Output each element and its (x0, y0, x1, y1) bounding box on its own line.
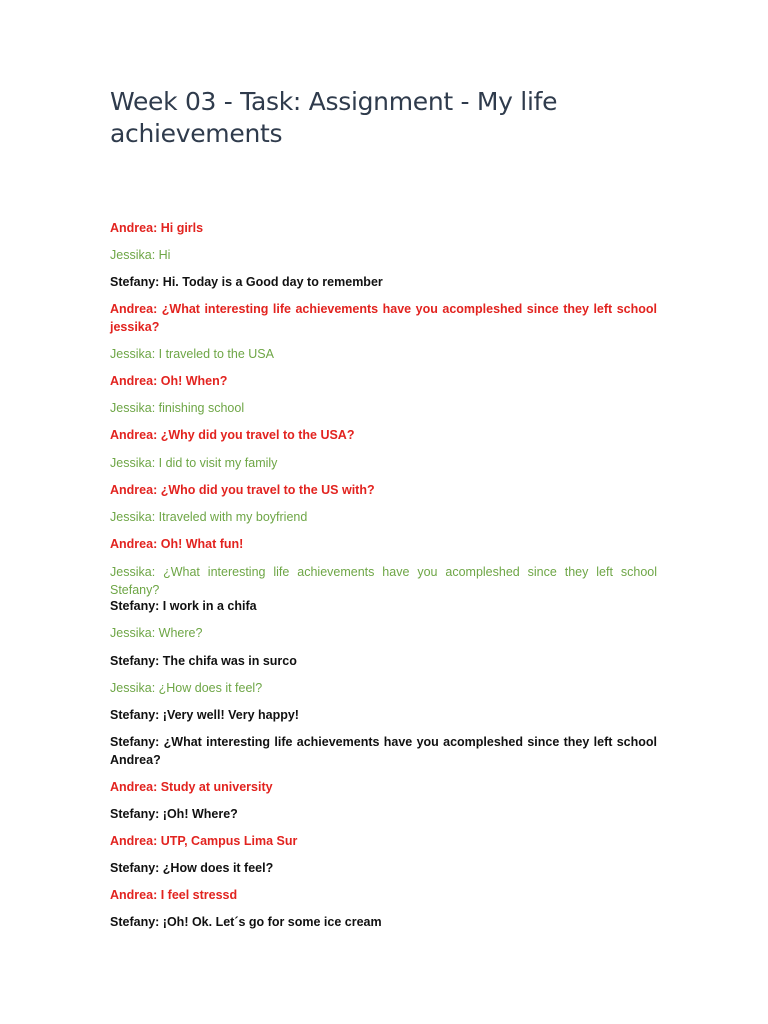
message-text: ¿What interesting life achievements have you acompleshed since they left school Andrea? (110, 735, 658, 767)
speaker-separator: : (153, 302, 162, 316)
dialogue-line (110, 597, 657, 615)
message-text: ¡Very well! Very happy! (162, 708, 299, 722)
dialogue-line (110, 624, 657, 642)
message-text: I traveled to the USA (158, 347, 274, 361)
speaker-name: Andrea (110, 780, 154, 794)
speaker-name: Stefany (110, 915, 156, 929)
speaker-separator: : (151, 681, 159, 695)
speaker-name: Jessika (110, 565, 152, 579)
speaker-name: Jessika (110, 347, 152, 361)
message-text: Oh! What fun! (160, 537, 244, 551)
speaker-name: Stefany (110, 708, 156, 722)
speaker-separator: : (155, 275, 163, 289)
speaker-separator: : (153, 834, 161, 848)
speaker-name: Andrea (110, 374, 154, 388)
dialogue-line (110, 481, 657, 499)
message-text: I did to visit my family (158, 456, 278, 470)
speaker-separator: : (151, 565, 164, 579)
speaker-separator: : (151, 456, 159, 470)
dialogue-line (110, 706, 657, 724)
speaker-separator: : (151, 626, 159, 640)
message-text: ¿Who did you travel to the US with? (160, 483, 375, 497)
dialogue-line (110, 886, 657, 904)
dialogue-line (110, 246, 657, 264)
message-text: ¡Oh! Ok. Let´s go for some ice cream (162, 915, 382, 929)
speaker-separator: : (151, 510, 159, 524)
speaker-name: Jessika (110, 401, 152, 415)
speaker-separator: : (151, 401, 159, 415)
dialogue-line (110, 733, 657, 769)
message-text: Itraveled with my boyfriend (158, 510, 308, 524)
speaker-name: Andrea (110, 221, 154, 235)
dialogue-line (110, 778, 657, 796)
dialogue-line (110, 652, 657, 670)
speaker-separator: : (155, 807, 163, 821)
dialogue-line (110, 832, 657, 850)
dialogue-line (110, 535, 657, 553)
speaker-separator: : (155, 735, 164, 749)
dialogue-line (110, 454, 657, 472)
speaker-name: Stefany (110, 599, 156, 613)
dialogue-line (110, 508, 657, 526)
speaker-separator: : (155, 654, 163, 668)
speaker-name: Andrea (110, 302, 154, 316)
message-text: ¿How does it feel? (162, 861, 274, 875)
dialogue-line (110, 345, 657, 363)
speaker-separator: : (153, 221, 161, 235)
speaker-separator: : (155, 708, 163, 722)
speaker-name: Jessika (110, 626, 152, 640)
message-text: ¿What interesting life achievements have you acompleshed since they left school jessika? (110, 302, 658, 334)
message-text: ¿Why did you travel to the USA? (160, 428, 355, 442)
message-text: Hi (158, 248, 171, 262)
dialogue-line (110, 859, 657, 877)
speaker-separator: : (153, 483, 161, 497)
speaker-name: Stefany (110, 275, 156, 289)
message-text: Hi girls (160, 221, 204, 235)
message-text: I feel stressd (160, 888, 238, 902)
speaker-separator: : (153, 780, 161, 794)
speaker-name: Andrea (110, 537, 154, 551)
dialogue-line (110, 399, 657, 417)
message-text: ¿How does it feel? (158, 681, 263, 695)
page-title: Week 03 - Task: Assignment - My life achievements (110, 87, 558, 148)
message-text: finishing school (158, 401, 245, 415)
speaker-separator: : (153, 374, 161, 388)
message-text: The chifa was in surco (162, 654, 297, 668)
dialogue-line (110, 372, 657, 390)
speaker-name: Stefany (110, 735, 156, 749)
speaker-name: Jessika (110, 510, 152, 524)
dialogue-line (110, 300, 657, 336)
dialogue-line (110, 219, 657, 237)
speaker-name: Andrea (110, 483, 154, 497)
speaker-separator: : (155, 915, 163, 929)
speaker-name: Jessika (110, 248, 152, 262)
speaker-separator: : (151, 248, 159, 262)
message-text: Hi. Today is a Good day to remember (162, 275, 383, 289)
message-text: ¡Oh! Where? (162, 807, 238, 821)
speaker-separator: : (153, 888, 161, 902)
speaker-name: Jessika (110, 681, 152, 695)
message-text: I work in a chifa (162, 599, 257, 613)
speaker-name: Stefany (110, 807, 156, 821)
dialogue-line (110, 426, 657, 444)
message-text: UTP, Campus Lima Sur (160, 834, 298, 848)
speaker-separator: : (153, 428, 161, 442)
speaker-name: Stefany (110, 654, 156, 668)
dialogue-line (110, 273, 657, 291)
speaker-separator: : (155, 861, 163, 875)
speaker-name: Stefany (110, 861, 156, 875)
speaker-separator: : (155, 599, 163, 613)
speaker-name: Andrea (110, 888, 154, 902)
speaker-name: Andrea (110, 428, 154, 442)
speaker-separator: : (153, 537, 161, 551)
message-text: Study at university (160, 780, 273, 794)
speaker-separator: : (151, 347, 159, 361)
message-text: Where? (158, 626, 203, 640)
dialogue-line (110, 679, 657, 697)
dialogue-line (110, 913, 657, 931)
message-text: Oh! When? (160, 374, 228, 388)
dialogue-line (110, 563, 657, 599)
speaker-name: Andrea (110, 834, 154, 848)
dialogue-line (110, 805, 657, 823)
message-text: ¿What interesting life achievements have you acompleshed since they left school Stefany? (110, 565, 657, 597)
speaker-name: Jessika (110, 456, 152, 470)
